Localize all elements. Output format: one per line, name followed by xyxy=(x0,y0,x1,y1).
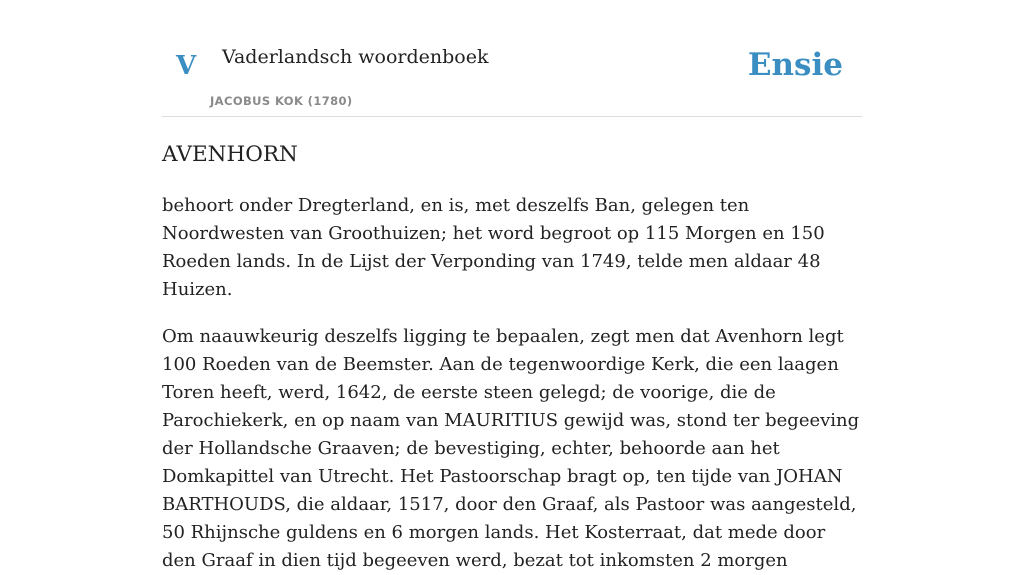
book-title-link[interactable]: Vaderlandsch woordenboek xyxy=(222,46,489,68)
letter-index-link[interactable]: V xyxy=(176,51,197,81)
article xyxy=(162,138,862,575)
entry-headword: AVENHORN xyxy=(162,142,298,167)
brand-logo-link[interactable]: Ensie xyxy=(747,47,843,83)
header xyxy=(162,0,862,117)
entry-paragraph: behoort onder Dregterland, en is, met deszelfs Ban, gelegen ten Noordwesten van Groothuizen; het word begroot op 115 Morgen en 150 Roeden lands. In de Lijst der Verponding van 1749, telde men aldaar 48 Huizen. xyxy=(162,195,825,300)
entry-paragraph: Om naauwkeurig deszelfs ligging te bepaalen, zegt men dat Avenhorn legt 100 Roeden van de Beemster. Aan de tegenwoordige Kerk, die een laagen Toren heeft, werd, 1642, de eerste steen gelegd; de voorige, die de Parochiekerk, en op naam van MAURITIUS gewijd was, stond ter begeeving der Hollandsche Graaven; de bevestiging, echter, behoorde aan het Domkapittel van Utrecht. Het Pastoorschap bragt op, ten tijde van JOHAN BARTHOUDS, die aldaar, 1517, door den Graaf, als Pastoor was aangesteld, 50 Rhijnsche guldens en 6 morgen lands. Het Kosterraat, dat mede door den Graaf in dien tijd begeeven werd, bezat tot inkomsten 2 morgen xyxy=(162,326,860,571)
book-author: JACOBUS KOK (1780) xyxy=(210,94,353,108)
